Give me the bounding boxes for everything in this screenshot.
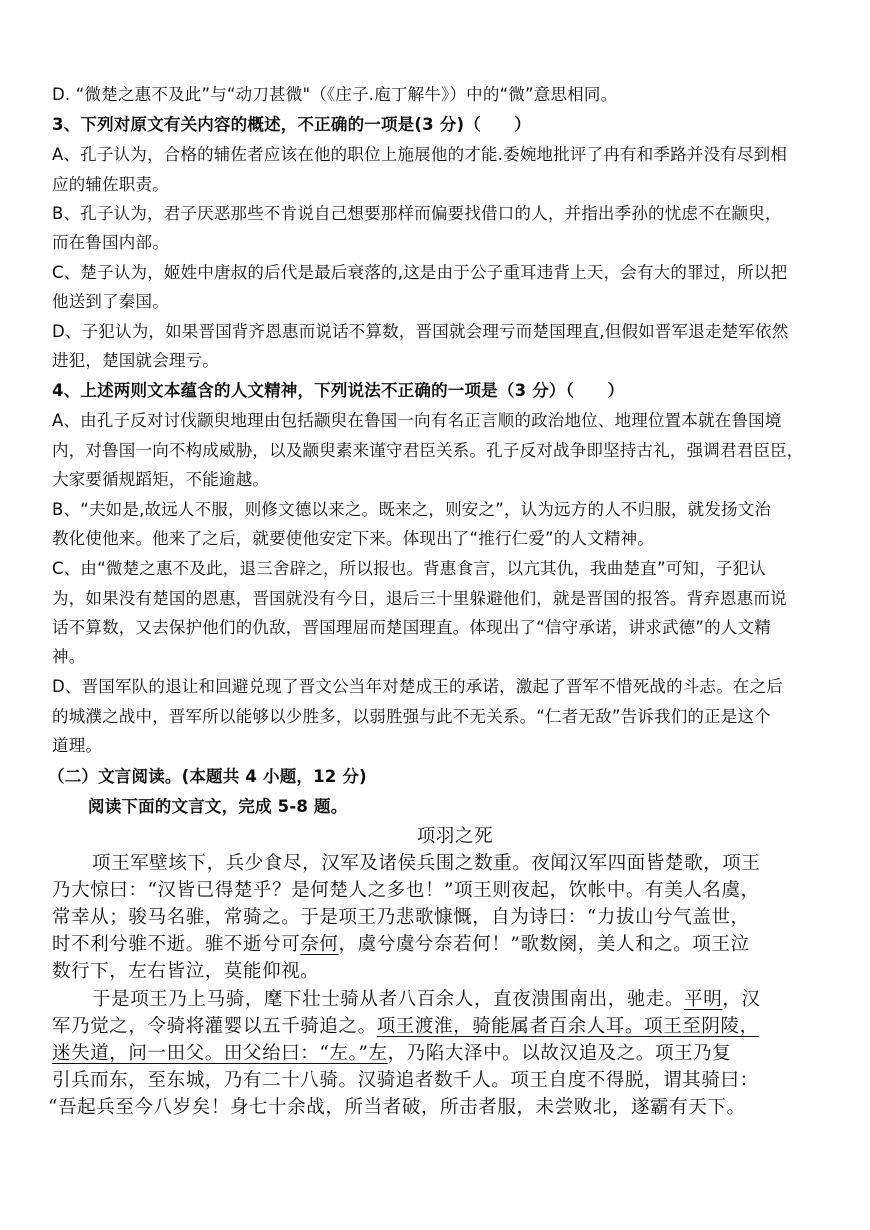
option-line: A、孔子认为，合格的辅佐者应该在他的职位上施展他的才能.委婉地批评了冉有和季路并没有尽到相	[52, 145, 788, 164]
option-line: 道理。	[52, 736, 103, 755]
passage-line: 乃大惊曰：“汉皆已得楚乎？是何楚人之多也！”项王则夜起，饮帐中。有美人名虞，	[52, 880, 760, 901]
underlined-text: 奈何	[300, 934, 339, 955]
passage-line: 数行下，左右皆泣，莫能仰视。	[52, 961, 320, 982]
option-line: 进犯，楚国就会理亏。	[52, 351, 219, 370]
option-line: 而在鲁国内部。	[52, 233, 169, 252]
underlined-text: 迷失道，问一田父。田父绐曰：“左。”左	[52, 1043, 388, 1064]
option-line: 应的辅佐职责。	[52, 175, 169, 194]
underlined-text: 项王渡淮，骑能属者百余人耳。项王至阴陵，	[376, 1016, 759, 1037]
option-line: 教化使他来。他来了之后，就要使他安定下来。体现出了“推行仁爱”的人文精神。	[52, 529, 654, 548]
option-line: 话不算数，又去保护他们的仇敌，晋国理屈而楚国理直。体现出了“信守承诺，讲求武德”的人文精	[52, 618, 771, 637]
passage-line: 引兵而东，至东城，乃有二十八骑。汉骑追者数千人。项王自度不得脱，谓其骑曰：	[52, 1070, 759, 1091]
option-line: D、晋国军队的退让和回避兑现了晋文公当年对楚成王的承诺，激起了晋军不惜死战的斗志。在之后	[52, 677, 784, 696]
passage-line: 军乃觉之，令骑将灌婴以五千骑追之。项王渡淮，骑能属者百余人耳。项王至阴陵，	[52, 1016, 759, 1037]
option-line: 内，对鲁国一向不构成威胁，以及颛臾素来谨守君臣关系。孔子反对战争即坚持古礼，强调君君臣臣，	[52, 441, 804, 460]
underlined-text: 平明	[684, 989, 723, 1010]
option-line: 他送到了秦国。	[52, 292, 169, 311]
option-line: B、孔子认为，君子厌恶那些不肯说自己想要那样而偏要找借口的人，并指出季孙的忧虑不在颛臾，	[52, 204, 782, 223]
option-line: A、由孔子反对讨伐颛臾地理由包括颛臾在鲁国一向有名正言顺的政治地位、地理位置本就在鲁国境	[52, 411, 782, 430]
passage-line: 项王军壁垓下，兵少食尽，汉军及诸侯兵围之数重。夜闻汉军四面皆楚歌，项王	[92, 853, 761, 874]
passage-line: 迷失道，问一田父。田父绐曰：“左。”左，乃陷大泽中。以故汉追及之。项王乃复	[52, 1043, 732, 1064]
passage-title: 项羽之死	[416, 826, 494, 847]
option-line: 神。	[52, 647, 86, 666]
passage-line: “吾起兵至今八岁矣！身七十余战，所当者破，所击者服，未尝败北，遂霸有天下。	[48, 1097, 746, 1118]
option-line: D. “微楚之惠不及此”与“动刀甚微"（《庄子.庖丁解牛》）中的“微”意思相同。	[52, 85, 618, 104]
question-heading: 3、下列对原文有关内容的概述，不正确的一项是(3 分)（ ）	[52, 115, 531, 134]
option-line: 为，如果没有楚国的恩惠，晋国就没有今日，退后三十里躲避他们，就是晋国的报答。背弃恩惠而说	[52, 589, 787, 608]
option-line: D、子犯认为，如果晋国背齐恩惠而说话不算数，晋国就会理亏而楚国理直,但假如晋军退走楚军依然	[52, 322, 789, 341]
option-line: 的城濮之战中，晋军所以能够以少胜多，以弱胜强与此不无关系。“仁者无敌”告诉我们的正是这个	[52, 707, 771, 726]
option-line: 大家要循规蹈矩，不能逾越。	[52, 470, 270, 489]
passage-line: 时不利兮骓不逝。骓不逝兮可奈何，虞兮虞兮奈若何！”歌数阕，美人和之。项王泣	[52, 934, 750, 955]
question-heading: 4、上述两则文本蕴含的人文精神，下列说法不正确的一项是（3 分）（ ）	[52, 381, 625, 400]
passage-line: 于是项王乃上马骑，麾下壮士骑从者八百余人，直夜溃围南出，驰走。平明，汉	[92, 989, 761, 1010]
option-line: C、楚子认为，姬姓中唐叔的后代是最后衰落的,这是由于公子重耳违背上天，会有大的罪过，所以把	[52, 263, 788, 282]
option-line: C、由“微楚之惠不及此，退三舍辟之，所以报也。背惠食言，以亢其仇，我曲楚直”可知，子犯认	[52, 559, 766, 578]
section-instruction: 阅读下面的文言文，完成 5-8 题。	[88, 797, 348, 816]
passage-line: 常幸从；骏马名骓，常骑之。于是项王乃悲歌慷慨，自为诗曰：“力拔山兮气盖世，	[52, 907, 750, 928]
section-heading: （二）文言阅读。(本题共 4 小题，12 分)	[48, 767, 367, 786]
option-line: B、“夫如是,故远人不服，则修文德以来之。既来之，则安之”，认为远方的人不归服，就发扬文治	[52, 500, 772, 519]
